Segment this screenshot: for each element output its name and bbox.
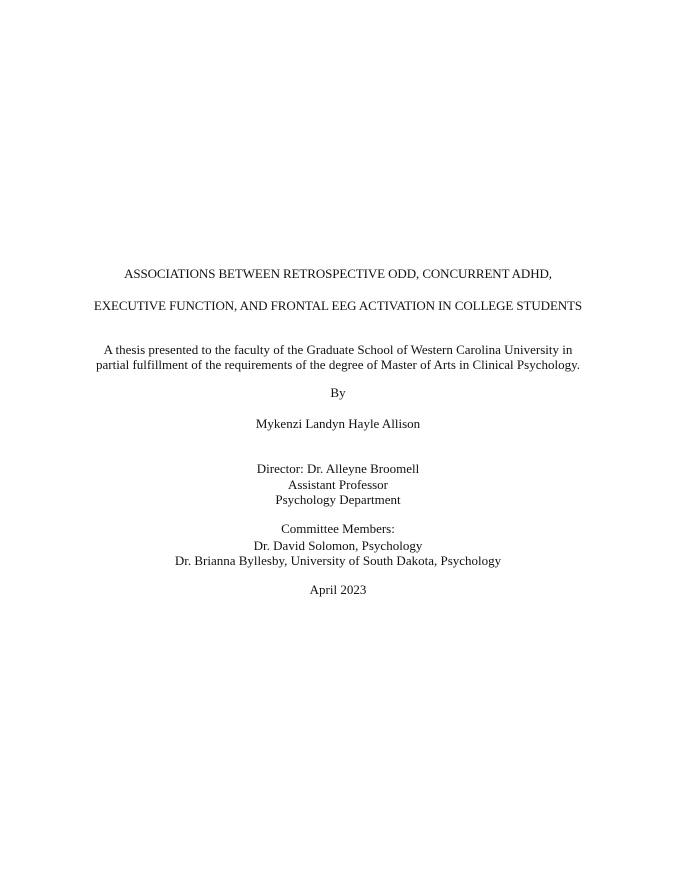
director-title: Assistant Professor	[287, 477, 389, 492]
thesis-statement-line-2: partial fulfillment of the requirements of the degree of Master of Arts in Clinical Psychology.	[95, 357, 580, 372]
thesis-date: April 2023	[309, 582, 367, 597]
committee-member-2: Dr. Brianna Byllesby, University of South Dakota, Psychology	[174, 553, 502, 568]
author-name: Mykenzi Landyn Hayle Allison	[255, 416, 421, 431]
director-department: Psychology Department	[275, 492, 401, 507]
committee-heading: Committee Members:	[281, 521, 395, 536]
committee-member-1: Dr. David Solomon, Psychology	[253, 538, 423, 553]
director-name: Director: Dr. Alleyne Broomell	[256, 461, 420, 476]
thesis-title-line-2: EXECUTIVE FUNCTION, AND FRONTAL EEG ACTIVATION IN COLLEGE STUDENTS	[93, 298, 583, 313]
by-label: By	[330, 385, 346, 400]
thesis-statement-line-1: A thesis presented to the faculty of the Graduate School of Western Carolina University in	[103, 342, 573, 357]
thesis-title-line-1: ASSOCIATIONS BETWEEN RETROSPECTIVE ODD, CONCURRENT ADHD,	[124, 266, 552, 281]
